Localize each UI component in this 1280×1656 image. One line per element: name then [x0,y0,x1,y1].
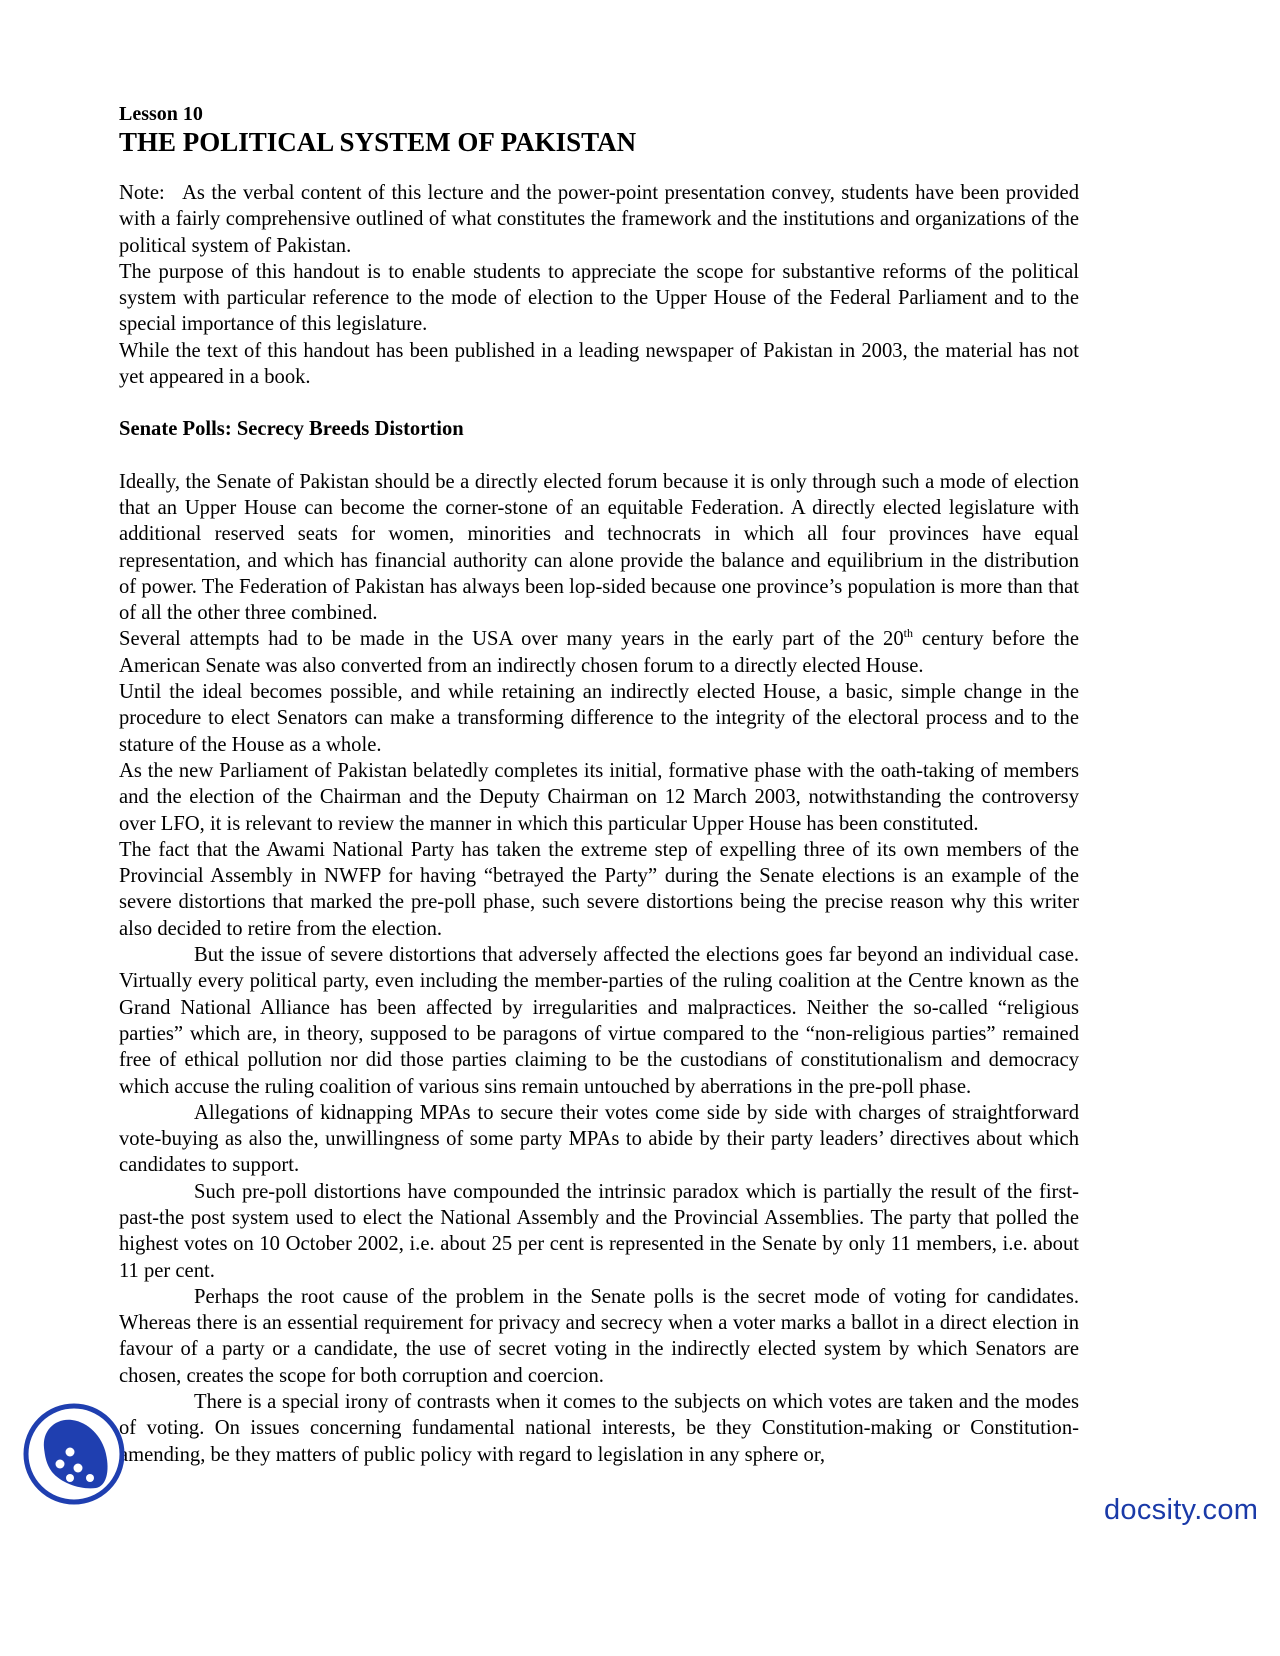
paragraph-7: Allegations of kidnapping MPAs to secure their votes come side by side with charges of straightforward vote-buying as also the, unwillingness of some party MPAs to abide by their party leaders’ directives about which candidates to support. [119,1101,1079,1177]
section-heading: Senate Polls: Secrecy Breeds Distortion [119,418,464,441]
paragraph-9: Perhaps the root cause of the problem in the Senate polls is the secret mode of voting for candidates. Whereas there is an essential requirement for privacy and secrecy when a voter marks a ballot in a direct election in favour of a party or a candidate, the use of secret voting in the indirectly elected system by which Senators are chosen, creates the scope for both corruption and coercion. [119,1285,1079,1387]
intro-note [119,180,1079,259]
paragraph-3: Until the ideal becomes possible, and while retaining an indirectly elected House, a basic, simple change in the procedure to elect Senators can make a transforming difference to the integrity of the electoral process and to the stature of the House as a whole. [119,681,1079,756]
superscript-th: th [903,626,913,641]
paragraph-2-text-b: century before the American Senate was also converted from an indirectly chosen forum to a directly elected House. [119,628,1079,677]
page-title: THE POLITICAL SYSTEM OF PAKISTAN [119,127,637,157]
paragraph-8: Such pre-poll distortions have compounded the intrinsic paradox which is partially the result of the first-past-the post system used to elect the National Assembly and the Provincial Assemblies. The party that polled the highest votes on 10 October 2002, i.e. about 25 per cent is represented in the Senate by only 11 members, i.e. about 11 per cent. [119,1180,1079,1282]
paragraph-10: There is a special irony of contrasts when it comes to the subjects on which votes are taken and the modes of voting. On issues concerning fundamental national interests, be they Constitution-making or Constitution-amending, be they matters of public policy with regard to legislation in any sphere or, [119,1391,1079,1466]
document-page [119,102,1079,1468]
note-label: Note: [119,182,165,204]
docsity-watermark: docsity.com [1104,1494,1259,1526]
docsity-logo-icon [22,1402,126,1506]
intro-publication: While the text of this handout has been published in a leading newspaper of Pakistan in 2003, the material has not yet appeared in a book. [119,339,1079,389]
intro-purpose: The purpose of this handout is to enable students to appreciate the scope for substantive reforms of the political system with particular reference to the mode of election to the Upper House of the Federal Parliament and to the special importance of this legislature. [119,260,1079,336]
paragraph-1: Ideally, the Senate of Pakistan should be a directly elected forum because it is only through such a mode of election that an Upper House can become the corner-stone of an equitable Federation. A directly elected legislature with additional reserved seats for women, minorities and technocrats in which all four provinces have equal representation, and which has financial authority can alone provide the balance and equilibrium in the distribution of power. The Federation of Pakistan has always been lop-sided because one province’s population is more than that of all the other three combined. [119,470,1079,625]
note-text: As the verbal content of this lecture and the power-point presentation convey, students have been provided with a fairly comprehensive outlined of what constitutes the framework and the institutions and organizations of the political system of Pakistan. [119,182,1079,257]
paragraph-5: The fact that the Awami National Party has taken the extreme step of expelling three of its own members of the Provincial Assembly in NWFP for having “betrayed the Party” during the Senate elections is an example of the severe distortions that marked the pre-poll phase, such severe distortions being the precise reason why this writer also decided to retire from the election. [119,838,1079,940]
paragraph-6: But the issue of severe distortions that adversely affected the elections goes far beyond an individual case. Virtually every political party, even including the member-parties of the ruling coalition at the Centre known as the Grand National Alliance has been affected by irregularities and malpractices. Neither the so-called “religious parties” which are, in theory, supposed to be paragons of virtue compared to the “non-religious parties” remained free of ethical pollution nor did those parties claiming to be the custodians of constitutionalism and democracy which accuse the ruling coalition of various sins remain untouched by aberrations in the pre-poll phase. [119,944,1079,1098]
paragraph-2 [119,626,1079,679]
lesson-label: Lesson 10 [119,103,203,125]
paragraph-2-text-a: Several attempts had to be made in the USA over many years in the early part of the 20 [119,628,904,651]
paragraph-4: As the new Parliament of Pakistan belatedly completes its initial, formative phase with the oath-taking of members and the election of the Chairman and the Deputy Chairman on 12 March 2003, notwithstanding the controversy over LFO, it is relevant to review the manner in which this particular Upper House has been constituted. [119,759,1079,835]
